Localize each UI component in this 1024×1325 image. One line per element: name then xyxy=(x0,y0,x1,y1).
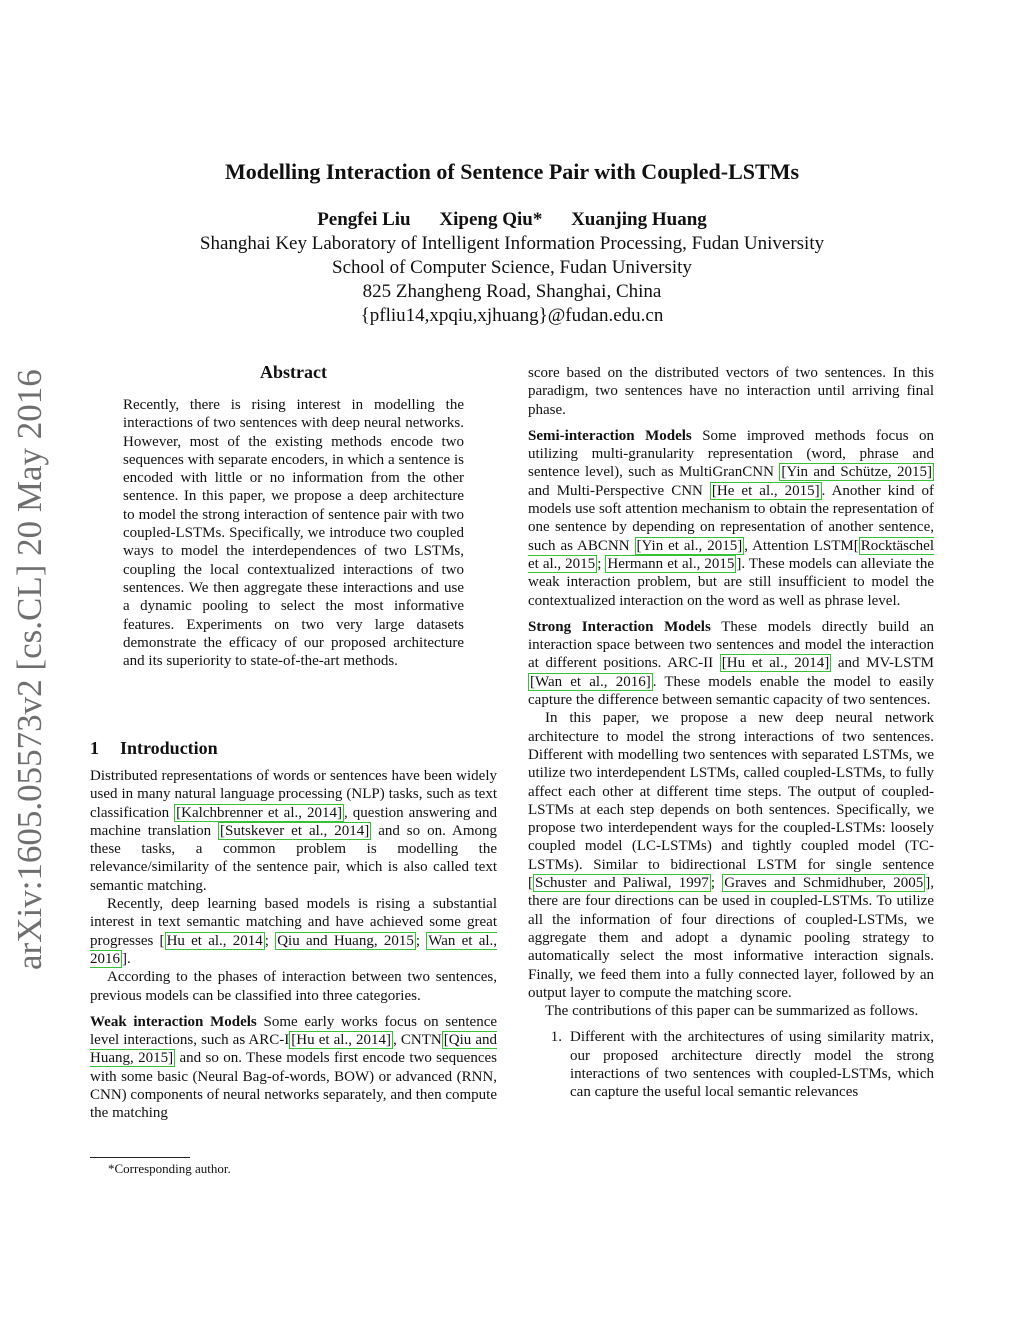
section-heading xyxy=(90,736,218,760)
citation-link[interactable]: Hermann et al., 2015 xyxy=(607,555,735,572)
paragraph: Distributed representations of words or sentences have been widely used in many natural language processing (NLP) tasks, such as text classification [Kalchbrenner et al., 2014] , question answering and machine translation [Sutskever et al., 2014] and so on. Among these tasks, a common problem is modelling the relevance/similarity of the sentence pair, which is also called text semantic matching. xyxy=(90,768,498,894)
citation-link[interactable]: [Qiu and Huang, 2015] xyxy=(90,1032,498,1067)
author-name: Xuanjing Huang xyxy=(571,209,707,230)
paragraph: Strong Interaction Models These models directly build an interaction space between two sentences and model the interaction at different positions. ARC-II [Hu et al., 2014] and MV-LSTM [Wan et al., 2016] . These models enable the model to easily capture the difference between semantic capacity of two sentences. xyxy=(528,618,934,709)
citation-link[interactable]: Wan et al., 2016 xyxy=(90,932,498,967)
author-name: Xipeng Qiu* xyxy=(439,209,543,230)
author-email: {pfliu14,xpqiu,xjhuang}@fudan.edu.cn xyxy=(360,305,664,326)
paragraph-label: Weak interaction Models xyxy=(90,1013,257,1030)
paragraph: According to the phases of interaction between two sentences, previous models can be classified into three categories. xyxy=(90,969,497,1004)
abstract-body xyxy=(123,396,464,670)
paragraph: The contributions of this paper can be summarized as follows. xyxy=(545,1003,919,1020)
paragraph: score based on the distributed vectors of two sentences. In this paradigm, two sentences have no interaction until arriving final phase. xyxy=(528,365,934,418)
arxiv-identifier: arXiv:1605.05573v2 [cs.CL] 20 May 2016 xyxy=(10,369,49,970)
section-title: Introduction xyxy=(120,738,218,758)
affiliation-school: School of Computer Science, Fudan University xyxy=(332,257,692,278)
paragraph: Semi-interaction Models Some improved methods focus on utilizing multi-granularity representation (word, phrase and sentence level), such as MultiGranCNN [Yin and Schütze, 2015] and Multi-Perspective CNN [He et al., 2015] . Another kind of models use soft attention mechanism to obtain the representation of one sentence by depending on representation of another sentence, such as ABCNN [Yin et al., 2015] , Attention LSTM[ Rocktäschel et al., 2015 ; Hermann et al., 2015 ]. These models can alleviate the weak interaction problem, but are still insufficient to model the contextualized interaction on the word as well as phrase level. xyxy=(528,427,935,609)
contribution-list-item xyxy=(528,1028,934,1101)
citation-link[interactable]: [Wan et al., 2016] xyxy=(530,673,651,690)
affiliation-address: 825 Zhangheng Road, Shanghai, China xyxy=(362,281,662,302)
paper-title: Modelling Interaction of Sentence Pair with Coupled-LSTMs xyxy=(224,159,800,184)
citation-link[interactable]: Hu et al., 2014 xyxy=(166,932,263,949)
left-column xyxy=(90,767,497,1123)
paragraph-label: Semi-interaction Models xyxy=(528,427,692,444)
section-number: 1 xyxy=(90,738,99,758)
citation-link[interactable]: [Yin and Schütze, 2015] xyxy=(781,464,932,481)
author-list xyxy=(0,207,1024,232)
footnote: *Corresponding author. xyxy=(108,1161,231,1176)
citation-link[interactable]: Schuster and Paliwal, 1997 xyxy=(535,875,709,892)
citation-link[interactable]: [He et al., 2015] xyxy=(711,482,820,499)
footnote-rule xyxy=(90,1157,190,1158)
paragraph-label: Strong Interaction Models xyxy=(528,618,711,635)
citation-link[interactable]: [Kalchbrenner et al., 2014] xyxy=(176,804,343,821)
citation-link[interactable]: [Yin et al., 2015] xyxy=(636,537,743,554)
citation-link[interactable]: Qiu and Huang, 2015 xyxy=(277,932,414,949)
abstract-heading: Abstract xyxy=(260,362,327,382)
citation-link[interactable]: Graves and Schmidhuber, 2005 xyxy=(724,875,924,892)
paragraph: Weak interaction Models Some early works focus on sentence level interactions, such as ARC-I [Hu et al., 2014] , CNTN [Qiu and Huang, 2015] and so on. These models first encode two sequences with some basic (Neural Bag-of-words, BOW) or advanced (RNN, CNN) components of neural networks separately, and then compute the matching xyxy=(90,1013,498,1122)
paragraph: In this paper, we propose a new deep neural network architecture to model the strong interactions of two sentences. Different with modelling two sentences with separated LSTMs, we utilize two interdependent LSTMs, called coupled-LSTMs, to fully affect each other at different time steps. The output of coupled-LSTMs at each step depends on both sentences. Specifically, we propose two interdependent ways for the coupled-LSTMs: loosely coupled model (LC-LSTMs) and tightly coupled model (TC-LSTMs). Similar to bidirectional LSTM for single sentence [ Schuster and Paliwal, 1997 ; Graves and Schmidhuber, 2005 ], there are four directions can be used in coupled-LSTMs. To utilize all the information of four directions of coupled-LSTMs, we aggregate them and adopt a dynamic pooling strategy to automatically select the most informative interaction signals. Finally, we feed them into a fully connected layer, followed by an output layer to compute the matching score. xyxy=(528,710,935,1001)
list-number: 1. xyxy=(550,1029,562,1046)
citation-link[interactable]: Rocktäschel et al., 2015 xyxy=(528,537,934,572)
affiliation-lab: Shanghai Key Laboratory of Intelligent Information Processing, Fudan University xyxy=(199,233,825,254)
paragraph: Recently, deep learning based models is rising a substantial interest in text semantic matching and have achieved some great progresses [ Hu et al., 2014 ; Qiu and Huang, 2015 ; Wan et al., 2016 ]. xyxy=(90,896,498,967)
author-name: Pengfei Liu xyxy=(317,209,411,230)
citation-link[interactable]: [Hu et al., 2014] xyxy=(291,1032,392,1049)
abstract-text: Recently, there is rising interest in modelling the interactions of two sentences with deep neural networks. However, most of the existing methods encode two sequences with separate encoders, in which a sentence is encoded with little or no information from the other sentence. In this paper, we propose a deep architecture to model the strong interaction of sentence pair with two coupled-LSTMs. Specifically, we introduce two coupled ways to model the interdependences of two LSTMs, coupling the local contextualized interactions of two sentences. We then aggregate these interactions and use a dynamic pooling to select the most informative features. Experiments on two very large datasets demonstrate the efficacy of our proposed architecture and its superiority to state-of-the-art methods. xyxy=(123,397,464,670)
right-column xyxy=(528,364,934,1102)
citation-link[interactable]: [Hu et al., 2014] xyxy=(721,655,830,672)
list-text: Different with the architectures of using similarity matrix, our proposed architecture directly model the strong interactions of two sentences with coupled-LSTMs, which can capture the useful local semantic relevances xyxy=(570,1029,934,1101)
citation-link[interactable]: [Sutskever et al., 2014] xyxy=(220,822,370,839)
